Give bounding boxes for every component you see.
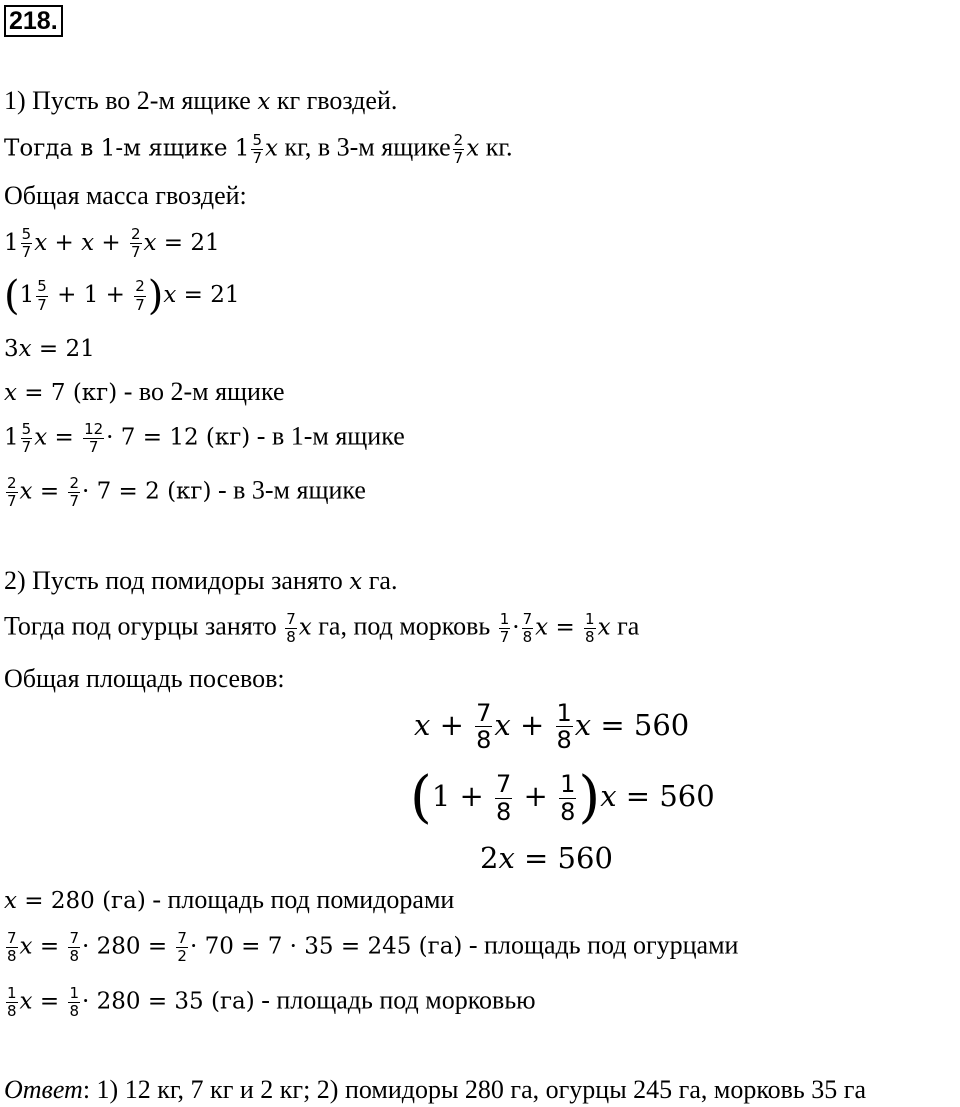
answer-text: : 1) 12 кг, 7 кг и 2 кг; 2) помидоры 280 га, огурцы 245 га, морковь 35 га	[82, 1075, 866, 1104]
p2-centered-equation3: 2x = 560	[480, 841, 613, 875]
p2-result-carrots: $\frac{1}{8}$ x = $\frac{1}{8}$ · 280 = 35 (га) - площадь под морковью	[7, 984, 536, 1021]
p2-line2: Тогда под огурцы занято $\frac{7}{8}$ x га, под морковь $\frac{1}{7}$ · $\frac{7}{8}$ x = $\frac{1}{8}$ x га	[4, 610, 640, 647]
answer-label: Ответ	[4, 1075, 83, 1104]
p1-line1	[4, 88, 397, 114]
answer-line	[4, 1077, 866, 1103]
p1-result-box2: x = 7 (кг) - во 2-м ящике	[4, 377, 285, 406]
p1-equation2: (1 $\frac{5}{7}$ + 1 + $\frac{2}{7}$ )x = 21	[4, 273, 240, 319]
p1-line3: Общая масса гвоздей:	[4, 181, 247, 210]
p1-result-box3: $\frac{2}{7}$ x = $\frac{2}{7}$ · 7 = 2 (кг) - в 3-м ящике	[7, 474, 366, 511]
text: 1) Пусть во 2-м ящике	[4, 86, 258, 115]
p2-result-cucumbers: $\frac{7}{8}$ x = $\frac{7}{8}$ · 280 = $\frac{7}{2}$ · 70 = 7 · 35 = 245 (га) - площадь под огурцами	[7, 929, 739, 966]
text: кг гвоздей.	[270, 86, 398, 115]
p2-line3: Общая площадь посевов:	[4, 664, 285, 693]
p1-equation1: 1 $\frac{5}{7}$ x + x + $\frac{2}{7}$ x = 21	[4, 225, 220, 262]
problem-number: 218.	[4, 5, 63, 37]
p1-line2: Тогда в 1-м ящике 1 $\frac{5}{7}$ x кг, в 3-м ящике $\frac{2}{7}$ x кг.	[4, 131, 513, 168]
p2-centered-equation2: (1 + $\frac{7}{8}$ + $\frac{1}{8}$ )x = 560	[410, 765, 715, 830]
fraction-2-7: $\frac{2}{7}$	[453, 131, 464, 168]
p2-centered-equation1: x + $\frac{7}{8}$ x + $\frac{1}{8}$ x = 560	[414, 699, 690, 755]
p1-equation3: 3x = 21	[4, 336, 95, 362]
p1-result-box1: 1 $\frac{5}{7}$ x = $\frac{12}{7}$ · 7 = 12 (кг) - в 1-м ящике	[4, 420, 405, 457]
p2-line1: 2) Пусть под помидоры занято x га.	[4, 566, 398, 595]
fraction-5-7: $\frac{5}{7}$	[252, 131, 262, 168]
p2-result-tomatoes: x = 280 (га) - площадь под помидорами	[4, 885, 455, 914]
var-x: x	[257, 89, 271, 115]
text: Тогда в 1-м ящике 1	[4, 135, 250, 162]
